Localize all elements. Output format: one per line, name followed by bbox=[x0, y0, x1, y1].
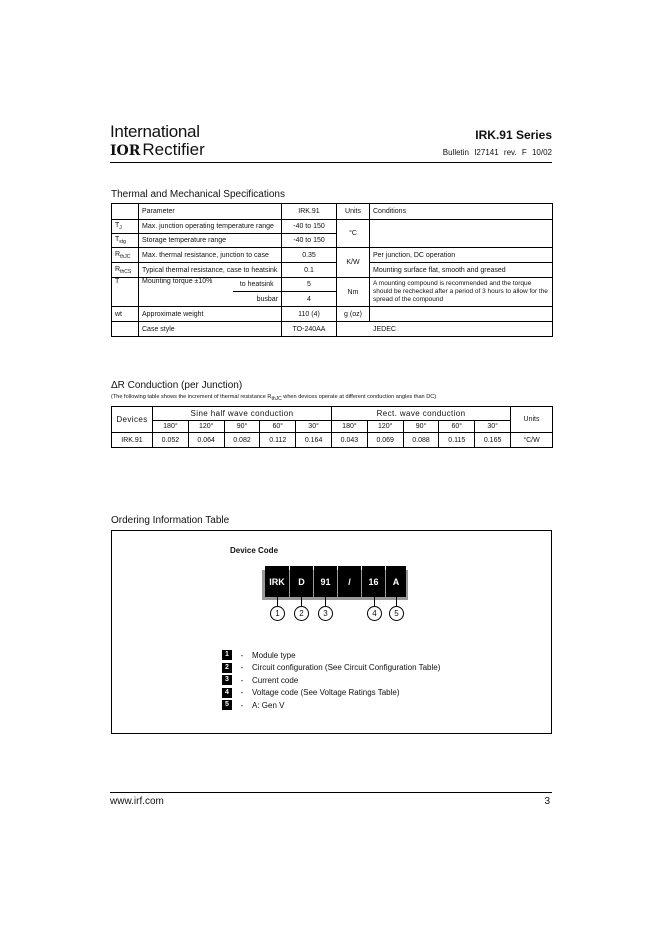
parameter: Max. junction operating temperature range bbox=[139, 220, 282, 234]
callout-line bbox=[374, 597, 375, 606]
value: TO-240AA bbox=[282, 322, 337, 337]
rect-value: 0.165 bbox=[475, 433, 511, 448]
unit: Nm bbox=[337, 278, 370, 307]
conduction-title: ΔR Conduction (per Junction) bbox=[111, 380, 243, 391]
value: -40 to 150 bbox=[282, 220, 337, 234]
header-rect: Rect. wave conduction bbox=[332, 407, 511, 421]
legend-text: Voltage code (See Voltage Ratings Table) bbox=[252, 688, 400, 697]
table-row bbox=[112, 220, 553, 234]
sub-parameter: busbar bbox=[233, 292, 282, 307]
thermal-table bbox=[111, 203, 553, 337]
code-box: A bbox=[386, 566, 406, 597]
unit: °C/W bbox=[511, 433, 553, 448]
value: 0.1 bbox=[282, 263, 337, 278]
angle-header: 90° bbox=[403, 421, 439, 433]
value: 110 (4) bbox=[282, 307, 337, 322]
callout-circle: 2 bbox=[294, 606, 309, 621]
value: -40 to 150 bbox=[282, 234, 337, 248]
legend-text: Module type bbox=[252, 650, 296, 660]
bulletin-info: Bulletin I27141 rev. F 10/02 bbox=[442, 148, 552, 157]
ordering-title: Ordering Information Table bbox=[111, 515, 230, 526]
callout-circle: 3 bbox=[318, 606, 333, 621]
angle-header: 180° bbox=[153, 421, 189, 433]
table-row bbox=[112, 263, 553, 278]
rect-value: 0.043 bbox=[332, 433, 368, 448]
table-row bbox=[112, 248, 553, 263]
device: IRK.91 bbox=[112, 433, 153, 448]
logo-rectifier bbox=[110, 140, 205, 160]
legend-number: 5 bbox=[222, 700, 232, 710]
legend-text: A: Gen V bbox=[252, 700, 285, 710]
thermal-title: Thermal and Mechanical Specifications bbox=[111, 189, 285, 200]
header-sine: Sine half wave conduction bbox=[153, 407, 332, 421]
unit: °C bbox=[337, 220, 370, 248]
angles-row bbox=[112, 421, 553, 433]
code-box: IRK bbox=[265, 566, 289, 597]
dash: - bbox=[240, 663, 244, 672]
symbol: T bbox=[115, 236, 120, 243]
sine-value: 0.112 bbox=[260, 433, 296, 448]
device-code-label: Device Code bbox=[230, 546, 279, 555]
legend-item bbox=[222, 650, 296, 660]
legend-item bbox=[222, 675, 298, 685]
parameter: Case style bbox=[139, 322, 282, 337]
parameter: Approximate weight bbox=[139, 307, 282, 322]
condition: Mounting surface flat, smooth and greased bbox=[370, 263, 553, 278]
angle-header: 120° bbox=[367, 421, 403, 433]
legend-text: Circuit configuration (See Circuit Configuration Table) bbox=[252, 663, 441, 672]
angle-header: 60° bbox=[439, 421, 475, 433]
angle-header: 30° bbox=[475, 421, 511, 433]
angle-header: 30° bbox=[296, 421, 332, 433]
table-header-row bbox=[112, 204, 553, 220]
note-text: (The following table shows the increment of thermal resistance R bbox=[111, 394, 272, 400]
angle-header: 60° bbox=[260, 421, 296, 433]
header-rule bbox=[110, 162, 552, 163]
value: 4 bbox=[282, 292, 337, 307]
callout-line bbox=[277, 597, 278, 606]
symbol: wt bbox=[112, 307, 139, 322]
code-box: 91 bbox=[314, 566, 337, 597]
header-parameter: Parameter bbox=[139, 204, 282, 220]
condition: A mounting compound is recommended and the torque should be rechecked after a period of 3 hours to allow for the spread of the compound bbox=[370, 278, 553, 307]
legend-text: Current code bbox=[252, 675, 299, 685]
note-text: when devices operate at different conduction angles than DC) bbox=[281, 394, 437, 400]
note-sub: thJC bbox=[271, 396, 282, 402]
header-units: Units bbox=[337, 204, 370, 220]
legend-item bbox=[222, 663, 440, 673]
table-row bbox=[112, 322, 553, 337]
callout-line bbox=[301, 597, 302, 606]
conduction-note bbox=[111, 394, 436, 402]
parameter: Storage temperature range bbox=[139, 234, 282, 248]
header-conditions: Conditions bbox=[370, 204, 553, 220]
header-irk91: IRK.91 bbox=[282, 204, 337, 220]
angle-header: 180° bbox=[332, 421, 368, 433]
condition: JEDEC bbox=[337, 322, 553, 337]
callout-line bbox=[325, 597, 326, 606]
sine-value: 0.064 bbox=[188, 433, 224, 448]
rect-value: 0.115 bbox=[439, 433, 475, 448]
dash: - bbox=[240, 688, 244, 697]
legend-item bbox=[222, 688, 400, 698]
parameter: Mounting torque ±10% bbox=[139, 278, 233, 307]
callout-circle: 4 bbox=[367, 606, 382, 621]
code-box: D bbox=[290, 566, 313, 597]
dash: - bbox=[240, 650, 244, 660]
table-row bbox=[112, 278, 553, 292]
symbol: T bbox=[115, 222, 120, 229]
dash: - bbox=[240, 675, 244, 685]
rect-value: 0.069 bbox=[367, 433, 403, 448]
angle-header: 90° bbox=[224, 421, 260, 433]
conduction-table bbox=[111, 406, 553, 448]
code-box: / bbox=[338, 566, 361, 597]
condition: Per junction, DC operation bbox=[370, 248, 553, 263]
symbol-sub: stg bbox=[119, 239, 126, 245]
dash: - bbox=[240, 700, 244, 710]
symbol: R bbox=[115, 265, 121, 273]
ior-logo-mark: IOR bbox=[110, 143, 141, 159]
symbol-sub: J bbox=[119, 225, 122, 231]
table-row bbox=[112, 307, 553, 322]
legend-number: 1 bbox=[222, 650, 232, 660]
ordering-box bbox=[111, 530, 552, 734]
value: 5 bbox=[282, 278, 337, 292]
value: 0.35 bbox=[282, 248, 337, 263]
sub-parameter: to heatsink bbox=[233, 278, 282, 292]
table-row bbox=[112, 433, 553, 448]
legend-number: 4 bbox=[222, 688, 232, 698]
rect-value: 0.088 bbox=[403, 433, 439, 448]
legend-number: 3 bbox=[222, 675, 232, 685]
parameter: Typical thermal resistance, case to heatsink bbox=[139, 263, 282, 278]
symbol: T bbox=[112, 278, 139, 307]
series-title: IRK.91 Series bbox=[475, 128, 552, 142]
symbol-sub: thJC bbox=[120, 253, 131, 260]
header-devices: Devices bbox=[112, 407, 153, 433]
angle-header: 120° bbox=[188, 421, 224, 433]
parameter: Max. thermal resistance, junction to case bbox=[139, 248, 282, 263]
code-box: 16 bbox=[362, 566, 385, 597]
footer-rule bbox=[110, 792, 552, 793]
callout-circle: 5 bbox=[389, 606, 404, 621]
page-number: 3 bbox=[544, 796, 550, 807]
logo-international: International bbox=[110, 122, 200, 141]
sine-value: 0.052 bbox=[153, 433, 189, 448]
symbol: R bbox=[115, 250, 121, 258]
sine-value: 0.164 bbox=[296, 433, 332, 448]
legend-item bbox=[222, 700, 284, 710]
unit: K/W bbox=[337, 248, 370, 278]
header-units: Units bbox=[511, 407, 553, 433]
legend-number: 2 bbox=[222, 663, 232, 673]
callout-line bbox=[396, 597, 397, 606]
logo-text: Rectifier bbox=[142, 140, 205, 159]
unit: g (oz) bbox=[337, 307, 370, 322]
sine-value: 0.082 bbox=[224, 433, 260, 448]
callout-circle: 1 bbox=[270, 606, 285, 621]
footer-url[interactable]: www.irf.com bbox=[110, 796, 164, 807]
symbol-sub: thCS bbox=[120, 268, 132, 275]
